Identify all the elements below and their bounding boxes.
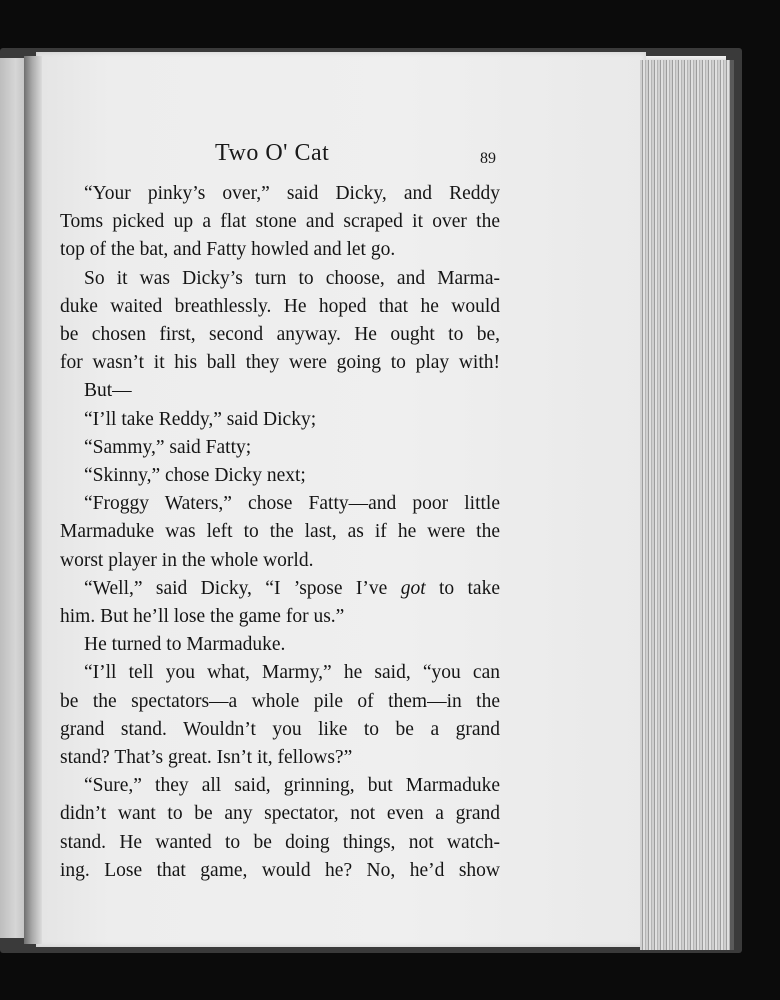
text-line: him. But he’ll lose the game for us.”: [60, 606, 345, 628]
text-segment: to take: [438, 577, 500, 599]
text-line: [60, 575, 500, 603]
text-line: “Sure,” they all said, grinning, but Marmaduke: [84, 775, 500, 797]
text-line: ing. Lose that game, would he? No, he’d show: [60, 859, 500, 881]
text-line: “I’ll tell you what, Marmy,” he said, “you can: [84, 662, 500, 684]
text-line: But—: [84, 380, 132, 402]
text-line: didn’t want to be any spectator, not even a grand: [60, 803, 500, 825]
text-line: “Your pinky’s over,” said Dicky, and Reddy: [84, 183, 500, 204]
text-line: stand. He wanted to be doing things, not watch-: [60, 831, 500, 853]
text-line: worst player in the whole world.: [60, 549, 314, 571]
text-line: for wasn’t it his ball they were going to play with!: [60, 352, 500, 374]
page-number: 89: [480, 150, 496, 167]
text-line: “Skinny,” chose Dicky next;: [84, 465, 306, 487]
text-line: top of the bat, and Fatty howled and let go.: [60, 239, 396, 261]
text-line: “Froggy Waters,” chose Fatty—and poor little: [84, 493, 500, 515]
text-line: So it was Dicky’s turn to choose, and Marma-: [84, 267, 500, 289]
text-line: be chosen first, second anyway. He ought to be,: [60, 324, 500, 346]
running-head-title: Two O' Cat: [215, 140, 330, 166]
page-gutter: [24, 56, 42, 944]
text-line: duke waited breathlessly. He hoped that he would: [60, 295, 500, 317]
body-text: [60, 180, 500, 885]
text-line: “I’ll take Reddy,” said Dicky;: [84, 408, 317, 430]
page-stack-edges: [640, 60, 734, 950]
text-line: Marmaduke was left to the last, as if he were the: [60, 521, 500, 543]
emphasis-text: got: [400, 577, 426, 599]
text-line: “Sammy,” said Fatty;: [84, 436, 252, 458]
text-line: stand? That’s great. Isn’t it, fellows?”: [60, 747, 353, 769]
text-line: Toms picked up a flat stone and scraped it over the: [60, 211, 500, 233]
facing-page-edge: [0, 58, 26, 938]
text-line: be the spectators—a whole pile of them—in the: [60, 690, 500, 712]
text-line: grand stand. Wouldn’t you like to be a grand: [60, 718, 500, 740]
text-segment: “Well,” said Dicky, “I ’spose I’ve: [84, 577, 388, 599]
text-line: He turned to Marmaduke.: [84, 634, 286, 656]
